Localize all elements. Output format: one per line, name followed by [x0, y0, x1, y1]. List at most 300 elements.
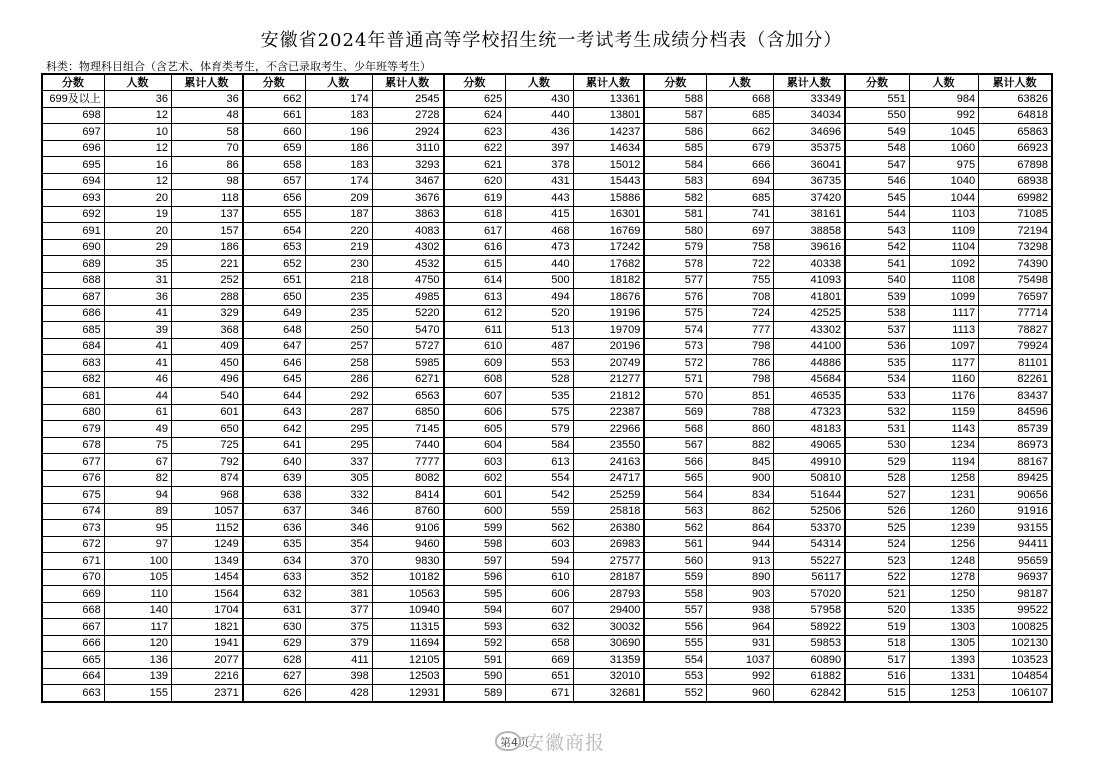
- score-cell: 617: [444, 223, 506, 240]
- count-cell: 851: [707, 388, 774, 405]
- count-cell: 613: [506, 454, 573, 471]
- count-cell: 755: [707, 272, 774, 289]
- cumulative-cell: 288: [172, 289, 243, 306]
- cumulative-cell: 34696: [774, 124, 845, 141]
- score-cell: 600: [444, 503, 506, 520]
- weibo-icon: [495, 731, 521, 751]
- cumulative-cell: 8760: [372, 503, 443, 520]
- cumulative-cell: 43302: [774, 322, 845, 339]
- score-cell: 588: [644, 91, 706, 108]
- count-cell: 35: [104, 256, 171, 273]
- count-cell: 992: [707, 668, 774, 685]
- score-cell: 584: [644, 157, 706, 174]
- score-cell: 656: [243, 190, 305, 207]
- count-cell: 658: [506, 635, 573, 652]
- count-cell: 10: [104, 124, 171, 141]
- cumulative-cell: 91916: [979, 503, 1052, 520]
- score-cell: 633: [243, 569, 305, 586]
- cumulative-cell: 68938: [979, 173, 1052, 190]
- cumulative-cell: 30690: [573, 635, 644, 652]
- count-cell: 1104: [909, 239, 978, 256]
- table-row: [42, 91, 1052, 108]
- count-cell: 1159: [909, 404, 978, 421]
- table-row: [42, 652, 1052, 669]
- count-cell: 1099: [909, 289, 978, 306]
- cumulative-cell: 30032: [573, 619, 644, 636]
- table-row: [42, 503, 1052, 520]
- count-cell: 250: [305, 322, 372, 339]
- cumulative-cell: 85739: [979, 421, 1052, 438]
- cumulative-cell: 252: [172, 272, 243, 289]
- cumulative-cell: 2728: [372, 107, 443, 124]
- header-count: 人数: [506, 74, 573, 91]
- cumulative-cell: 7145: [372, 421, 443, 438]
- cumulative-cell: 37420: [774, 190, 845, 207]
- score-cell: 607: [444, 388, 506, 405]
- count-cell: 724: [707, 305, 774, 322]
- cumulative-cell: 18676: [573, 289, 644, 306]
- cumulative-cell: 15886: [573, 190, 644, 207]
- score-cell: 554: [644, 652, 706, 669]
- cumulative-cell: 4750: [372, 272, 443, 289]
- score-cell: 562: [644, 520, 706, 537]
- count-cell: 12: [104, 107, 171, 124]
- cumulative-cell: 41801: [774, 289, 845, 306]
- cumulative-cell: 49910: [774, 454, 845, 471]
- header-cumulative: 累计人数: [979, 74, 1052, 91]
- cumulative-cell: 98: [172, 173, 243, 190]
- cumulative-cell: 968: [172, 487, 243, 504]
- header-cumulative: 累计人数: [774, 74, 845, 91]
- score-cell: 576: [644, 289, 706, 306]
- cumulative-cell: 650: [172, 421, 243, 438]
- cumulative-cell: 69982: [979, 190, 1052, 207]
- score-cell: 563: [644, 503, 706, 520]
- score-cell: 610: [444, 338, 506, 355]
- count-cell: 136: [104, 652, 171, 669]
- count-cell: 708: [707, 289, 774, 306]
- count-cell: 235: [305, 305, 372, 322]
- score-cell: 676: [42, 470, 104, 487]
- score-cell: 596: [444, 569, 506, 586]
- table-row: [42, 272, 1052, 289]
- count-cell: 1109: [909, 223, 978, 240]
- score-cell: 611: [444, 322, 506, 339]
- count-cell: 352: [305, 569, 372, 586]
- score-cell: 579: [644, 239, 706, 256]
- table-row: [42, 487, 1052, 504]
- header-cumulative: 累计人数: [573, 74, 644, 91]
- score-cell: 660: [243, 124, 305, 141]
- count-cell: 430: [506, 91, 573, 108]
- cumulative-cell: 82261: [979, 371, 1052, 388]
- cumulative-cell: 61882: [774, 668, 845, 685]
- table-row: [42, 223, 1052, 240]
- score-cell: 624: [444, 107, 506, 124]
- score-cell: 603: [444, 454, 506, 471]
- count-cell: 36: [104, 91, 171, 108]
- score-cell: 516: [845, 668, 909, 685]
- cumulative-cell: 5727: [372, 338, 443, 355]
- score-cell: 546: [845, 173, 909, 190]
- count-cell: 230: [305, 256, 372, 273]
- score-cell: 571: [644, 371, 706, 388]
- count-cell: 346: [305, 503, 372, 520]
- score-cell: 530: [845, 437, 909, 454]
- count-cell: 1393: [909, 652, 978, 669]
- score-cell: 620: [444, 173, 506, 190]
- cumulative-cell: 53370: [774, 520, 845, 537]
- cumulative-cell: 49065: [774, 437, 845, 454]
- score-cell: 533: [845, 388, 909, 405]
- cumulative-cell: 5985: [372, 355, 443, 372]
- score-cell: 539: [845, 289, 909, 306]
- count-cell: 94: [104, 487, 171, 504]
- score-cell: 688: [42, 272, 104, 289]
- score-cell: 570: [644, 388, 706, 405]
- score-cell: 622: [444, 140, 506, 157]
- score-cell: 534: [845, 371, 909, 388]
- cumulative-cell: 4532: [372, 256, 443, 273]
- count-cell: 12: [104, 173, 171, 190]
- score-cell: 582: [644, 190, 706, 207]
- score-cell: 645: [243, 371, 305, 388]
- cumulative-cell: 65863: [979, 124, 1052, 141]
- cumulative-cell: 10940: [372, 602, 443, 619]
- cumulative-cell: 83437: [979, 388, 1052, 405]
- cumulative-cell: 1704: [172, 602, 243, 619]
- score-cell: 597: [444, 553, 506, 570]
- count-cell: 500: [506, 272, 573, 289]
- cumulative-cell: 93155: [979, 520, 1052, 537]
- count-cell: 575: [506, 404, 573, 421]
- count-cell: 786: [707, 355, 774, 372]
- score-cell: 542: [845, 239, 909, 256]
- count-cell: 562: [506, 520, 573, 537]
- count-cell: 29: [104, 239, 171, 256]
- cumulative-cell: 94411: [979, 536, 1052, 553]
- score-cell: 606: [444, 404, 506, 421]
- score-cell: 658: [243, 157, 305, 174]
- count-cell: 669: [506, 652, 573, 669]
- score-cell: 667: [42, 619, 104, 636]
- count-cell: 1045: [909, 124, 978, 141]
- score-cell: 662: [243, 91, 305, 108]
- score-cell: 592: [444, 635, 506, 652]
- table-row: [42, 124, 1052, 141]
- count-cell: 44: [104, 388, 171, 405]
- cumulative-cell: 874: [172, 470, 243, 487]
- table-row: [42, 635, 1052, 652]
- score-cell: 586: [644, 124, 706, 141]
- cumulative-cell: 329: [172, 305, 243, 322]
- count-cell: 535: [506, 388, 573, 405]
- score-cell: 698: [42, 107, 104, 124]
- cumulative-cell: 66923: [979, 140, 1052, 157]
- score-cell: 648: [243, 322, 305, 339]
- header-score: 分数: [845, 74, 909, 91]
- count-cell: 890: [707, 569, 774, 586]
- score-cell: 583: [644, 173, 706, 190]
- score-cell: 684: [42, 338, 104, 355]
- score-cell: 517: [845, 652, 909, 669]
- score-cell: 651: [243, 272, 305, 289]
- cumulative-cell: 67898: [979, 157, 1052, 174]
- count-cell: 218: [305, 272, 372, 289]
- count-cell: 862: [707, 503, 774, 520]
- count-cell: 31: [104, 272, 171, 289]
- cumulative-cell: 540: [172, 388, 243, 405]
- score-cell: 614: [444, 272, 506, 289]
- cumulative-cell: 106107: [979, 685, 1052, 702]
- score-cell: 672: [42, 536, 104, 553]
- count-cell: 758: [707, 239, 774, 256]
- cumulative-cell: 15012: [573, 157, 644, 174]
- watermark: [495, 728, 605, 755]
- score-cell: 630: [243, 619, 305, 636]
- count-cell: 1108: [909, 272, 978, 289]
- cumulative-cell: 79924: [979, 338, 1052, 355]
- score-cell: 559: [644, 569, 706, 586]
- cumulative-cell: 496: [172, 371, 243, 388]
- count-cell: 666: [707, 157, 774, 174]
- cumulative-cell: 57958: [774, 602, 845, 619]
- score-table: [41, 73, 1053, 703]
- score-cell: 520: [845, 602, 909, 619]
- count-cell: 398: [305, 668, 372, 685]
- score-cell: 541: [845, 256, 909, 273]
- score-cell: 529: [845, 454, 909, 471]
- count-cell: 1248: [909, 553, 978, 570]
- count-cell: 487: [506, 338, 573, 355]
- count-cell: 19: [104, 206, 171, 223]
- cumulative-cell: 32010: [573, 668, 644, 685]
- cumulative-cell: 3863: [372, 206, 443, 223]
- count-cell: 1097: [909, 338, 978, 355]
- score-cell: 678: [42, 437, 104, 454]
- cumulative-cell: 88167: [979, 454, 1052, 471]
- count-cell: 1177: [909, 355, 978, 372]
- score-cell: 605: [444, 421, 506, 438]
- score-cell: 587: [644, 107, 706, 124]
- count-cell: 579: [506, 421, 573, 438]
- count-cell: 1194: [909, 454, 978, 471]
- cumulative-cell: 25818: [573, 503, 644, 520]
- score-cell: 615: [444, 256, 506, 273]
- count-cell: 559: [506, 503, 573, 520]
- score-cell: 552: [644, 685, 706, 702]
- count-cell: 110: [104, 586, 171, 603]
- count-cell: 120: [104, 635, 171, 652]
- count-cell: 428: [305, 685, 372, 702]
- score-cell: 631: [243, 602, 305, 619]
- score-cell: 532: [845, 404, 909, 421]
- score-cell: 689: [42, 256, 104, 273]
- score-cell: 591: [444, 652, 506, 669]
- count-cell: 196: [305, 124, 372, 141]
- count-cell: 964: [707, 619, 774, 636]
- cumulative-cell: 1564: [172, 586, 243, 603]
- score-cell: 696: [42, 140, 104, 157]
- count-cell: 1113: [909, 322, 978, 339]
- count-cell: 235: [305, 289, 372, 306]
- cumulative-cell: 12931: [372, 685, 443, 702]
- score-cell: 682: [42, 371, 104, 388]
- table-row: [42, 157, 1052, 174]
- score-cell: 685: [42, 322, 104, 339]
- cumulative-cell: 19196: [573, 305, 644, 322]
- score-cell: 679: [42, 421, 104, 438]
- score-cell: 626: [243, 685, 305, 702]
- score-cell: 642: [243, 421, 305, 438]
- cumulative-cell: 104854: [979, 668, 1052, 685]
- count-cell: 219: [305, 239, 372, 256]
- cumulative-cell: 44100: [774, 338, 845, 355]
- count-cell: 186: [305, 140, 372, 157]
- score-cell: 568: [644, 421, 706, 438]
- subtitle: 科类：物理科目组合（含艺术、体育类考生，不含已录取考生、少年班等考生）: [46, 60, 431, 73]
- score-cell: 652: [243, 256, 305, 273]
- score-cell: 650: [243, 289, 305, 306]
- score-cell: 657: [243, 173, 305, 190]
- score-cell: 564: [644, 487, 706, 504]
- score-cell: 644: [243, 388, 305, 405]
- count-cell: 183: [305, 157, 372, 174]
- cumulative-cell: 60890: [774, 652, 845, 669]
- score-cell: 538: [845, 305, 909, 322]
- score-cell: 695: [42, 157, 104, 174]
- score-cell: 531: [845, 421, 909, 438]
- count-cell: 41: [104, 305, 171, 322]
- count-cell: 95: [104, 520, 171, 537]
- cumulative-cell: 725: [172, 437, 243, 454]
- cumulative-cell: 33349: [774, 91, 845, 108]
- table-row: [42, 338, 1052, 355]
- count-cell: 305: [305, 470, 372, 487]
- score-cell: 573: [644, 338, 706, 355]
- count-cell: 1331: [909, 668, 978, 685]
- cumulative-cell: 9106: [372, 520, 443, 537]
- count-cell: 864: [707, 520, 774, 537]
- cumulative-cell: 103523: [979, 652, 1052, 669]
- count-cell: 903: [707, 586, 774, 603]
- cumulative-cell: 45684: [774, 371, 845, 388]
- cumulative-cell: 54314: [774, 536, 845, 553]
- table-row: [42, 206, 1052, 223]
- header-count: 人数: [707, 74, 774, 91]
- cumulative-cell: 9460: [372, 536, 443, 553]
- count-cell: 1092: [909, 256, 978, 273]
- cumulative-cell: 3467: [372, 173, 443, 190]
- cumulative-cell: 36041: [774, 157, 845, 174]
- count-cell: 1037: [707, 652, 774, 669]
- count-cell: 36: [104, 289, 171, 306]
- cumulative-cell: 71085: [979, 206, 1052, 223]
- count-cell: 286: [305, 371, 372, 388]
- count-cell: 375: [305, 619, 372, 636]
- count-cell: 1305: [909, 635, 978, 652]
- score-cell: 653: [243, 239, 305, 256]
- count-cell: 257: [305, 338, 372, 355]
- score-cell: 581: [644, 206, 706, 223]
- cumulative-cell: 75498: [979, 272, 1052, 289]
- table-row: [42, 256, 1052, 273]
- score-cell: 602: [444, 470, 506, 487]
- cumulative-cell: 74390: [979, 256, 1052, 273]
- score-cell: 524: [845, 536, 909, 553]
- count-cell: 20: [104, 190, 171, 207]
- cumulative-cell: 2545: [372, 91, 443, 108]
- table-row: [42, 355, 1052, 372]
- cumulative-cell: 1249: [172, 536, 243, 553]
- score-cell: 625: [444, 91, 506, 108]
- score-cell: 578: [644, 256, 706, 273]
- count-cell: 174: [305, 91, 372, 108]
- score-cell: 575: [644, 305, 706, 322]
- page-number: 第4页: [500, 736, 529, 749]
- count-cell: 882: [707, 437, 774, 454]
- cumulative-cell: 4083: [372, 223, 443, 240]
- count-cell: 1278: [909, 569, 978, 586]
- cumulative-cell: 1349: [172, 553, 243, 570]
- cumulative-cell: 59853: [774, 635, 845, 652]
- table-row: [42, 668, 1052, 685]
- score-cell: 521: [845, 586, 909, 603]
- cumulative-cell: 58: [172, 124, 243, 141]
- count-cell: 209: [305, 190, 372, 207]
- score-cell: 613: [444, 289, 506, 306]
- score-cell: 556: [644, 619, 706, 636]
- count-cell: 788: [707, 404, 774, 421]
- score-cell: 609: [444, 355, 506, 372]
- count-cell: 685: [707, 107, 774, 124]
- table-row: [42, 107, 1052, 124]
- count-cell: 117: [104, 619, 171, 636]
- score-cell: 550: [845, 107, 909, 124]
- count-cell: 1176: [909, 388, 978, 405]
- cumulative-cell: 6271: [372, 371, 443, 388]
- score-cell: 560: [644, 553, 706, 570]
- cumulative-cell: 34034: [774, 107, 845, 124]
- cumulative-cell: 7440: [372, 437, 443, 454]
- count-cell: 97: [104, 536, 171, 553]
- cumulative-cell: 95659: [979, 553, 1052, 570]
- table-row: [42, 536, 1052, 553]
- table-row: [42, 404, 1052, 421]
- count-cell: 41: [104, 338, 171, 355]
- count-cell: 520: [506, 305, 573, 322]
- cumulative-cell: 55227: [774, 553, 845, 570]
- cumulative-cell: 99522: [979, 602, 1052, 619]
- score-cell: 543: [845, 223, 909, 240]
- cumulative-cell: 102130: [979, 635, 1052, 652]
- cumulative-cell: 12105: [372, 652, 443, 669]
- score-cell: 551: [845, 91, 909, 108]
- cumulative-cell: 20749: [573, 355, 644, 372]
- header-cumulative: 累计人数: [372, 74, 443, 91]
- cumulative-cell: 76597: [979, 289, 1052, 306]
- count-cell: 722: [707, 256, 774, 273]
- cumulative-cell: 2216: [172, 668, 243, 685]
- score-cell: 632: [243, 586, 305, 603]
- count-cell: 415: [506, 206, 573, 223]
- cumulative-cell: 36735: [774, 173, 845, 190]
- score-cell: 639: [243, 470, 305, 487]
- header-row: [42, 74, 1052, 91]
- count-cell: 1253: [909, 685, 978, 702]
- count-cell: 378: [506, 157, 573, 174]
- score-cell: 669: [42, 586, 104, 603]
